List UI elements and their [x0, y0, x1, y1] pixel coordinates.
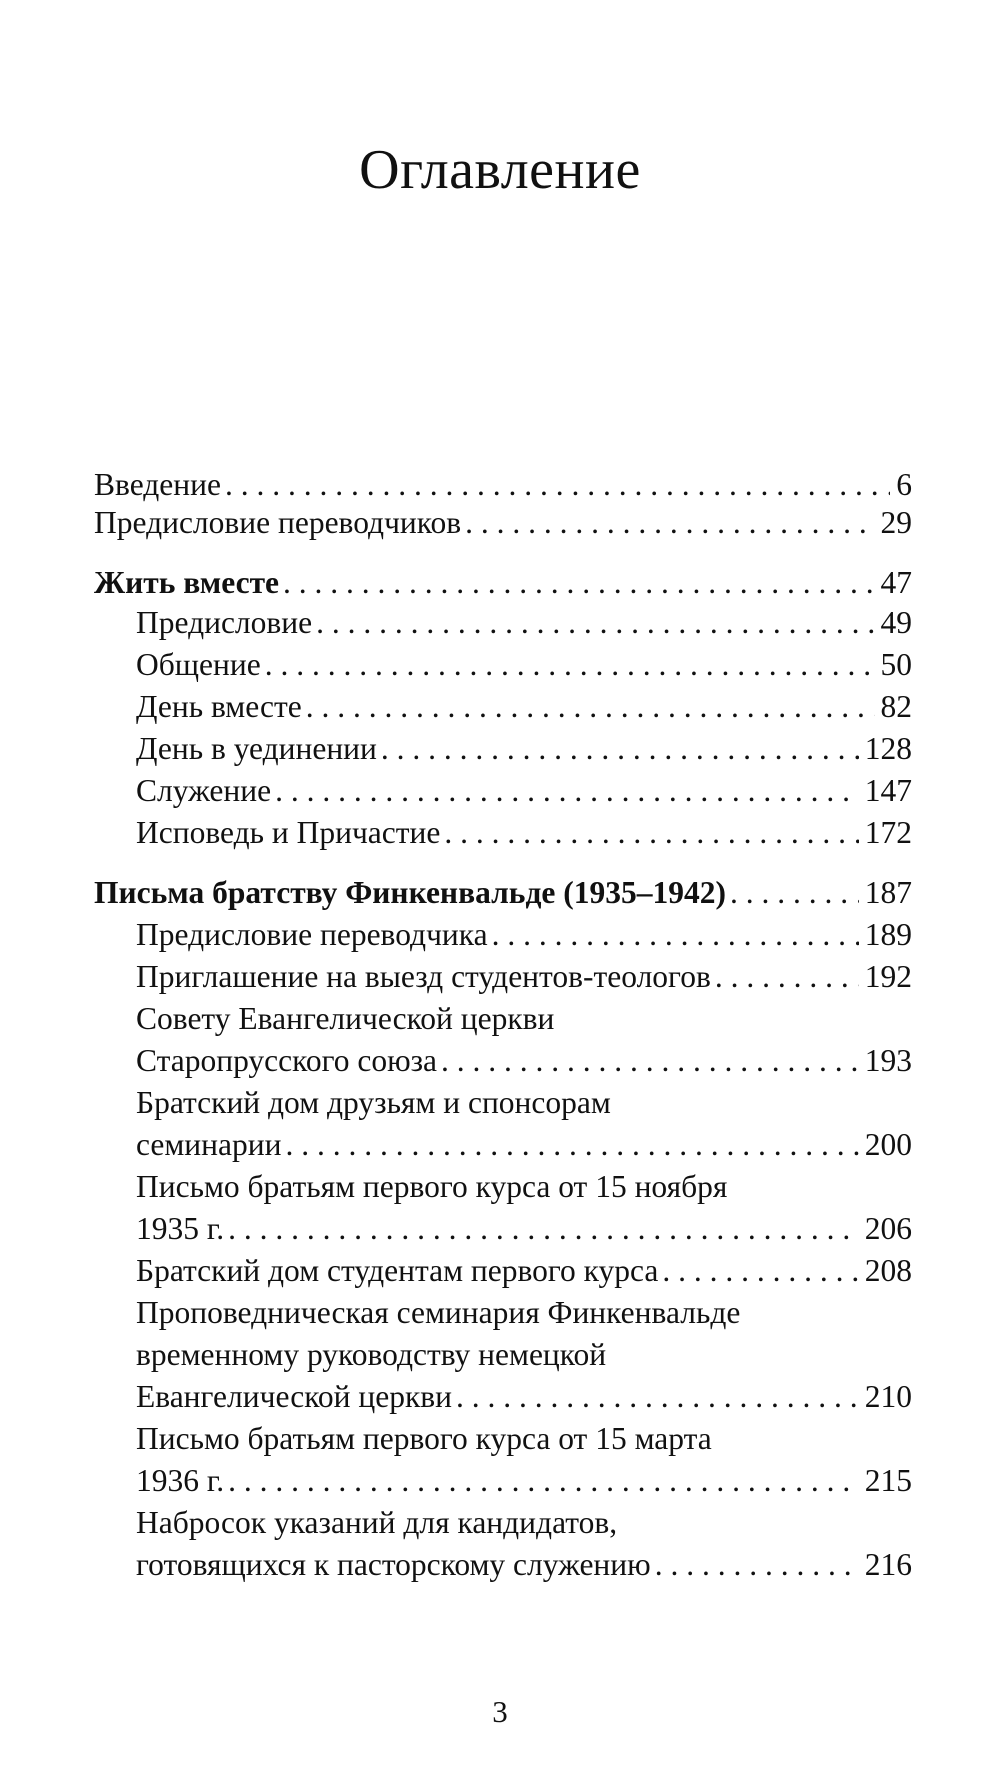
toc-entry-page: 216 — [864, 1547, 912, 1582]
toc-entry-title: День в уединении — [136, 733, 381, 765]
toc-entry-page: 50 — [880, 647, 912, 682]
toc-entry-page: 6 — [896, 467, 912, 502]
toc-entry-page: 200 — [864, 1127, 912, 1162]
dot-leader — [316, 607, 874, 639]
dot-leader — [285, 1129, 858, 1161]
dot-leader — [228, 1465, 859, 1497]
dot-leader — [275, 775, 859, 807]
toc-entry-page: 49 — [880, 605, 912, 640]
toc-entry-title-line: Проповедническая семинария Финкенвальде — [136, 1295, 741, 1330]
toc-entry-title: Братский дом студентам первого курса — [136, 1255, 662, 1287]
dot-leader — [465, 507, 874, 539]
toc-entry-title: Предисловие — [136, 607, 316, 639]
dot-leader — [456, 1381, 859, 1413]
dot-leader — [730, 877, 859, 909]
toc-entry-page: 187 — [864, 875, 912, 910]
toc-entry-title: Старопрусского союза — [136, 1045, 441, 1077]
toc-entry-title-line: Письмо братьям первого курса от 15 ноября — [136, 1169, 728, 1204]
toc-entry-page: 47 — [880, 565, 912, 600]
toc-entry-page: 210 — [864, 1379, 912, 1414]
dot-leader — [225, 469, 890, 501]
toc-entry-page: 215 — [864, 1463, 912, 1498]
page-number: 3 — [492, 1694, 508, 1729]
toc-entry-page: 189 — [864, 917, 912, 952]
toc-entry-page: 128 — [864, 731, 912, 766]
toc-entry-title: День вместе — [136, 691, 306, 723]
toc-entry-title: Евангелической церкви — [136, 1381, 456, 1413]
dot-leader — [492, 919, 859, 951]
toc-entry-title: семинарии — [136, 1129, 285, 1161]
toc-entry-title: Предисловие переводчиков — [94, 507, 465, 539]
dot-leader — [228, 1213, 859, 1245]
toc-section-title: Письма братству Финкенвальде (1935–1942) — [94, 877, 730, 909]
toc-entry-page: 82 — [880, 689, 912, 724]
toc-entry-title: Введение — [94, 469, 225, 501]
dot-leader — [715, 961, 859, 993]
dot-leader — [265, 649, 875, 681]
dot-leader — [441, 1045, 859, 1077]
toc-entry-title-line: временному руководству немецкой — [136, 1337, 607, 1372]
dot-leader — [283, 567, 874, 599]
toc-entry-title: Исповедь и Причастие — [136, 817, 444, 849]
toc-entry-title: Приглашение на выезд студентов-теологов — [136, 961, 715, 993]
toc-entry-title-line: Письмо братьям первого курса от 15 марта — [136, 1421, 712, 1456]
page-title: Оглавление — [359, 139, 641, 201]
toc-entry-page: 193 — [864, 1043, 912, 1078]
toc-entry-title: Предисловие переводчика — [136, 919, 492, 951]
toc-section-title: Жить вместе — [94, 567, 283, 599]
toc-entry-title: 1935 г. — [136, 1213, 228, 1245]
toc-entry-title: Служение — [136, 775, 275, 807]
toc-entry-title: 1936 г. — [136, 1465, 228, 1497]
dot-leader — [444, 817, 858, 849]
dot-leader — [655, 1549, 859, 1581]
dot-leader — [381, 733, 859, 765]
toc-entry-page: 206 — [864, 1211, 912, 1246]
toc-entry-title: Общение — [136, 649, 265, 681]
dot-leader — [306, 691, 875, 723]
toc-entry-page: 192 — [864, 959, 912, 994]
toc-entry-title-line: Братский дом друзьям и спонсорам — [136, 1085, 611, 1120]
toc-entry-page: 29 — [880, 505, 912, 540]
dot-leader — [662, 1255, 858, 1287]
toc-entry-page: 172 — [864, 815, 912, 850]
toc-entry-title: готовящихся к пасторскому служению — [136, 1549, 655, 1581]
toc-entry-title-line: Совету Евангелической церкви — [136, 1001, 555, 1036]
toc-entry-page: 147 — [864, 773, 912, 808]
toc-entry-title-line: Набросок указаний для кандидатов, — [136, 1505, 618, 1540]
toc-entry-page: 208 — [864, 1253, 912, 1288]
